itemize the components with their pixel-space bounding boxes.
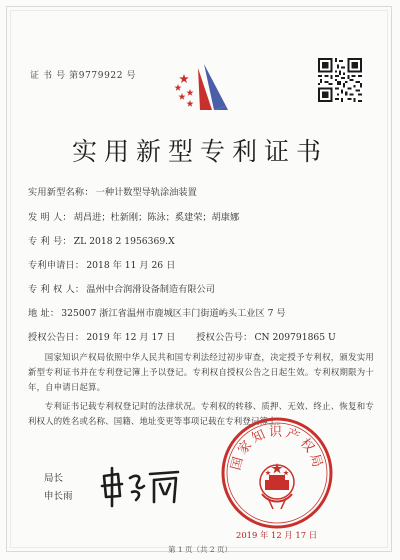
field-value: 2019 年 12 月 17 日 xyxy=(86,332,176,343)
director-title: 局长 xyxy=(44,473,64,484)
field-value: ZL 2018 2 1956369.X xyxy=(73,236,175,247)
director-name: 申长雨 xyxy=(44,491,73,502)
field-value: 2018 年 11 月 26 日 xyxy=(86,260,176,271)
qr-code-icon xyxy=(318,58,362,102)
field-patentee xyxy=(28,281,215,295)
body-paragraph: 国家知识产权局依照中华人民共和国专利法经过初步审查，决定授予专利权，颁发实用新型专利证书并在专利登记簿上予以登记。专利权自授权公告之日起生效。专利权期限为十年，自申请日起算。 xyxy=(28,352,374,392)
field-label: 专 利 号： xyxy=(28,236,72,247)
patent-office-emblem-icon xyxy=(168,60,234,116)
official-seal-icon xyxy=(218,414,336,532)
field-value: 温州中合润滑设备制造有限公司 xyxy=(86,284,215,295)
field-inventors xyxy=(28,209,239,223)
field-label: 专利申请日： xyxy=(28,260,85,271)
field-filing-date xyxy=(28,257,175,271)
document-title: 实用新型专利证书 xyxy=(71,137,328,166)
body-paragraph: 专利证书记载专利权登记时的法律状况。专利权的转移、质押、无效、终止、恢复和专利权人的姓名或名称、国籍、地址变更等事项记载在专利登记簿上。 xyxy=(28,401,374,426)
field-value: 一种计数型导轨涂油装置 xyxy=(95,187,197,198)
seal-text: 国家知识产权局 xyxy=(228,425,326,472)
field-label: 专 利 权 人： xyxy=(28,284,85,295)
field-value: CN 209791865 U xyxy=(254,332,336,343)
field-value: 325007 浙江省温州市鹿城区丰门街道屿头工业区 7 号 xyxy=(61,308,286,319)
field-label: 实用新型名称： xyxy=(28,187,94,198)
field-utility-model-name xyxy=(28,184,197,198)
certificate-number: 证 书 号 第9779922 号 xyxy=(30,71,137,81)
field-label: 地 址： xyxy=(28,308,60,319)
field-address xyxy=(28,305,286,319)
field-patent-number xyxy=(28,233,175,247)
page-number: 第 1 页（共 2 页） xyxy=(167,545,233,554)
field-grant-info xyxy=(28,329,336,343)
field-label: 授权公告日： xyxy=(28,332,85,343)
field-value: 胡昌进；杜新刚；陈泳；奚建荣；胡康娜 xyxy=(73,212,240,223)
seal-date: 2019 年 12 月 17 日 xyxy=(236,530,318,540)
field-label: 发 明 人： xyxy=(28,212,72,223)
field-label: 授权公告号： xyxy=(196,332,253,343)
signature-image xyxy=(96,466,182,508)
